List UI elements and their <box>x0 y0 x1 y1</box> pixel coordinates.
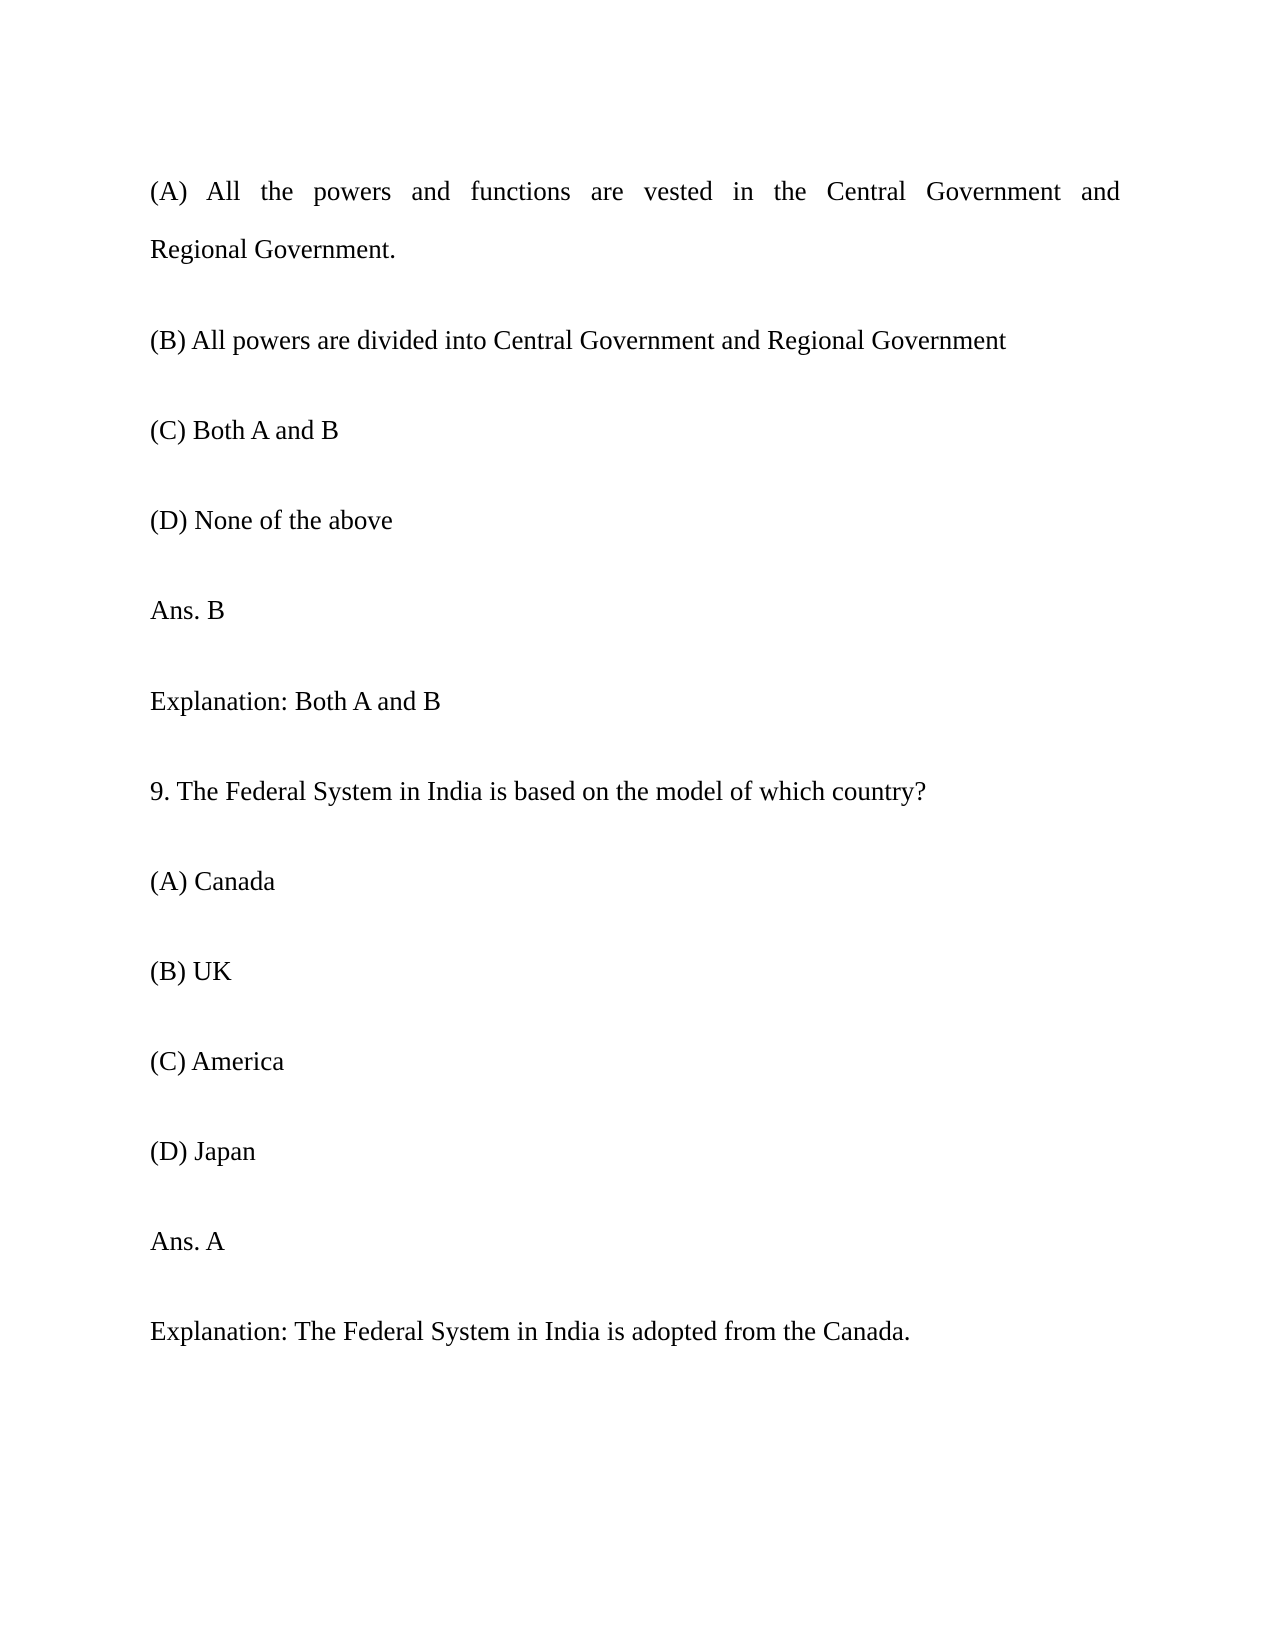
q9-option-d: (D) Japan <box>150 1136 256 1166</box>
q8-option-b: (B) All powers are divided into Central Government and Regional Government <box>150 325 1007 355</box>
q9-option-a: (A) Canada <box>150 866 276 896</box>
q8-option-d: (D) None of the above <box>150 505 393 535</box>
q9-option-c: (C) America <box>150 1046 285 1076</box>
q8-option-a-line1: (A) All the powers and functions are vested in the Central Government and <box>150 176 1120 206</box>
q8-explanation: Explanation: Both A and B <box>150 686 441 716</box>
q9-answer: Ans. A <box>150 1226 226 1256</box>
q9-explanation: Explanation: The Federal System in India is adopted from the Canada. <box>150 1316 911 1346</box>
q8-answer: Ans. B <box>150 595 226 625</box>
q9-option-b: (B) UK <box>150 956 232 986</box>
q9-question: 9. The Federal System in India is based on the model of which country? <box>150 776 927 806</box>
q8-option-c: (C) Both A and B <box>150 415 340 445</box>
q8-option-a-line2: Regional Government. <box>150 234 396 264</box>
